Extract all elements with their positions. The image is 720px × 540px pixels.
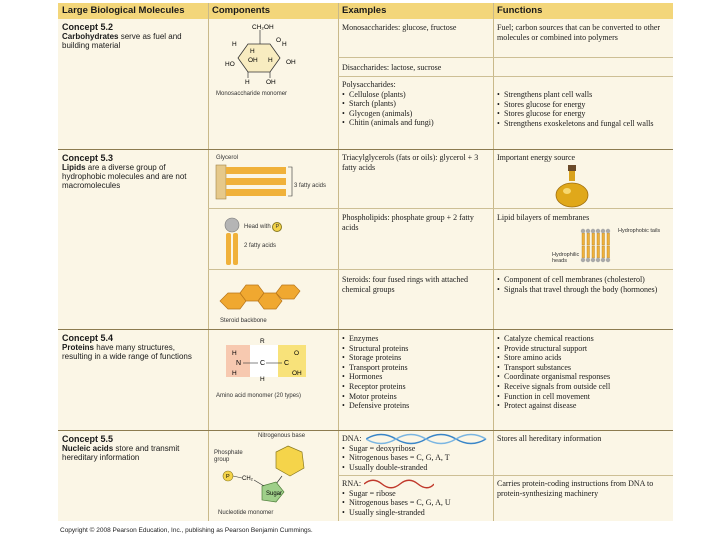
atom-label: R [260, 338, 265, 345]
list-item: • Sugar = deoxyribose [342, 444, 490, 454]
atom-label: OH [292, 370, 302, 377]
steroid-caption: Steroid backbone [220, 318, 267, 324]
list-item: • Receive signals from outside cell [497, 382, 669, 392]
list-item: • Hormones [342, 372, 490, 382]
list-item: • Starch (plants) [342, 99, 490, 109]
list-item: • Defensive proteins [342, 401, 490, 411]
row-divider [338, 57, 673, 58]
function-energy-source: Important energy source [497, 153, 576, 162]
glucose-structure-diagram [210, 20, 336, 90]
header-components: Components [208, 3, 338, 19]
head-with-label: Head with [244, 224, 271, 230]
concept-number: Concept 5.4 [62, 333, 114, 343]
concept-name: Proteins [62, 343, 95, 352]
example-disaccharides: Disaccharides: lactose, sucrose [342, 63, 442, 72]
phospholipid-head-label [244, 222, 284, 232]
copyright-notice: Copyright © 2008 Pearson Education, Inc., publishing as Pearson Benjamin Cummings. [60, 527, 313, 534]
ch2-label: CH₂ [242, 476, 253, 482]
atom-label: H [232, 370, 237, 377]
concept-number: Concept 5.3 [62, 153, 114, 163]
nucleotide-caption: Nucleotide monomer [218, 510, 274, 516]
sugar-label: Sugar [266, 491, 283, 497]
atom-label: H [232, 41, 237, 48]
column-divider [208, 3, 209, 521]
list-item: • Nitrogenous bases = C, G, A, U [342, 498, 490, 508]
phosphate-group-label: Phosphate group [214, 450, 243, 463]
list-item: • Storage proteins [342, 353, 490, 363]
list-item: • Function in cell movement [497, 392, 669, 402]
list-item: • Strengthens exoskeletons and fungal cell walls [497, 119, 669, 129]
example-steroids: Steroids: four fused rings with attached chemical groups [342, 275, 468, 294]
nucleotide-diagram [212, 440, 336, 508]
phosphate-icon: P [272, 222, 282, 232]
list-item: • Glycogen (animals) [342, 109, 490, 119]
list-item: • Nitrogenous bases = C, G, A, T [342, 453, 490, 463]
function-fuel: Fuel; carbon sources that can be converted to other molecules or combined into polymers [497, 23, 661, 42]
list-item: • Stores glucose for energy [497, 100, 669, 110]
list-item: • Chitin (animals and fungi) [342, 118, 490, 128]
row-divider [208, 208, 673, 209]
atom-label: C [260, 360, 266, 367]
list-item: • Enzymes [342, 334, 490, 344]
glycerol-label: Glycerol [216, 155, 239, 161]
polysaccharides-title: Polysaccharides: [342, 80, 396, 89]
concept-description: have many structures, resulting in a wide range of functions [62, 343, 192, 361]
column-divider [493, 3, 494, 521]
example-monosaccharides: Monosaccharides: glucose, fructose [342, 23, 457, 32]
row-divider [58, 149, 673, 150]
list-item: • Provide structural support [497, 344, 669, 354]
row-divider [338, 76, 673, 77]
concept-description: store and transmit hereditary information [62, 444, 180, 462]
atom-label: O [294, 350, 300, 357]
atom-label: H [268, 57, 273, 64]
atom-label: H [282, 41, 287, 48]
atom-label: N [236, 360, 242, 367]
concept-description: serve as fuel and building material [62, 32, 182, 50]
row-divider [338, 475, 673, 476]
example-proteins [342, 334, 490, 411]
list-item: • Transport substances [497, 363, 669, 373]
phosphate-label: P [226, 474, 230, 480]
list-item: • Usually double-stranded [342, 463, 490, 473]
atom-label: H [260, 376, 265, 383]
concept-nucleic-acids [62, 434, 204, 462]
list-item: • Strengthens plant cell walls [497, 90, 669, 100]
concept-description: are a diverse group of hydrophobic molecules and are not macromolecules [62, 163, 187, 190]
list-item: • Protect against disease [497, 401, 669, 411]
example-triacylglycerols: Triacylglycerols (fats or oils): glycerol + 3 fatty acids [342, 153, 479, 172]
dna-helix-icon [366, 433, 488, 445]
row-divider [208, 269, 673, 270]
rna-title: RNA: [342, 479, 362, 488]
atom-label: H [232, 350, 237, 357]
monosaccharide-caption: Monosaccharide monomer [216, 91, 288, 97]
atom-label: OH [266, 79, 276, 86]
function-lipid-bilayers: Lipid bilayers of membranes [497, 213, 590, 222]
function-rna: Carries protein-coding instructions from DNA to protein-synthesizing machinery [497, 479, 654, 498]
list-item: • Catalyze chemical reactions [497, 334, 669, 344]
fatty-acids-label: 3 fatty acids [294, 183, 327, 189]
header-functions: Functions [493, 3, 673, 19]
concept-name: Lipids [62, 163, 86, 172]
function-steroids [497, 275, 669, 294]
list-item: • Transport proteins [342, 363, 490, 373]
amino-acid-caption: Amino acid monomer (20 types) [216, 393, 302, 399]
atom-label: O [276, 37, 282, 44]
list-item: • Cellulose (plants) [342, 90, 490, 100]
two-fatty-acids-label: 2 fatty acids [244, 243, 277, 249]
list-item: • Usually single-stranded [342, 508, 490, 518]
function-dna: Stores all hereditary information [497, 434, 602, 443]
amino-acid-diagram [218, 335, 328, 385]
list-item: • Structural proteins [342, 344, 490, 354]
row-divider [58, 430, 673, 431]
atom-label: CH₂OH [252, 24, 274, 31]
steroid-ring-diagram [218, 281, 328, 317]
concept-name: Carbohydrates [62, 32, 119, 41]
list-item: • Motor proteins [342, 392, 490, 402]
atom-label: OH [286, 59, 296, 66]
hydrophilic-heads-label: Hydrophilic heads [552, 252, 580, 264]
concept-lipids [62, 153, 204, 190]
oil-bottle-icon [548, 163, 596, 209]
list-item: • Signals that travel through the body (hormones) [497, 285, 669, 295]
list-item: • Component of cell membranes (cholesterol) [497, 275, 669, 285]
list-item: • Stores glucose for energy [497, 109, 669, 119]
concept-name: Nucleic acids [62, 444, 114, 453]
hydrophobic-tails-label: Hydrophobic tails [618, 228, 661, 234]
function-polysaccharides [497, 90, 669, 128]
concept-proteins [62, 333, 204, 361]
row-divider [58, 329, 673, 330]
nitrogenous-base-label: Nitrogenous base [258, 433, 306, 439]
dna-title: DNA: [342, 434, 362, 443]
concept-carbohydrates [62, 22, 204, 50]
function-proteins [497, 334, 669, 411]
column-divider [338, 3, 339, 521]
list-item: • Receptor proteins [342, 382, 490, 392]
atom-label: C [284, 360, 290, 367]
list-item: • Store amino acids [497, 353, 669, 363]
rna-strand-icon [364, 479, 434, 489]
example-polysaccharides [342, 80, 490, 128]
list-item: • Coordinate organismal responses [497, 372, 669, 382]
atom-label: H [245, 79, 250, 86]
atom-label: HO [225, 61, 235, 68]
example-phospholipids: Phospholipids: phosphate group + 2 fatty acids [342, 213, 474, 232]
header-examples: Examples [338, 3, 493, 19]
atom-label: OH [248, 57, 258, 64]
summary-table [58, 3, 673, 521]
concept-number: Concept 5.5 [62, 434, 114, 444]
concept-number: Concept 5.2 [62, 22, 114, 32]
header-molecules: Large Biological Molecules [58, 3, 208, 19]
atom-label: H [250, 48, 255, 55]
list-item: • Sugar = ribose [342, 489, 490, 499]
